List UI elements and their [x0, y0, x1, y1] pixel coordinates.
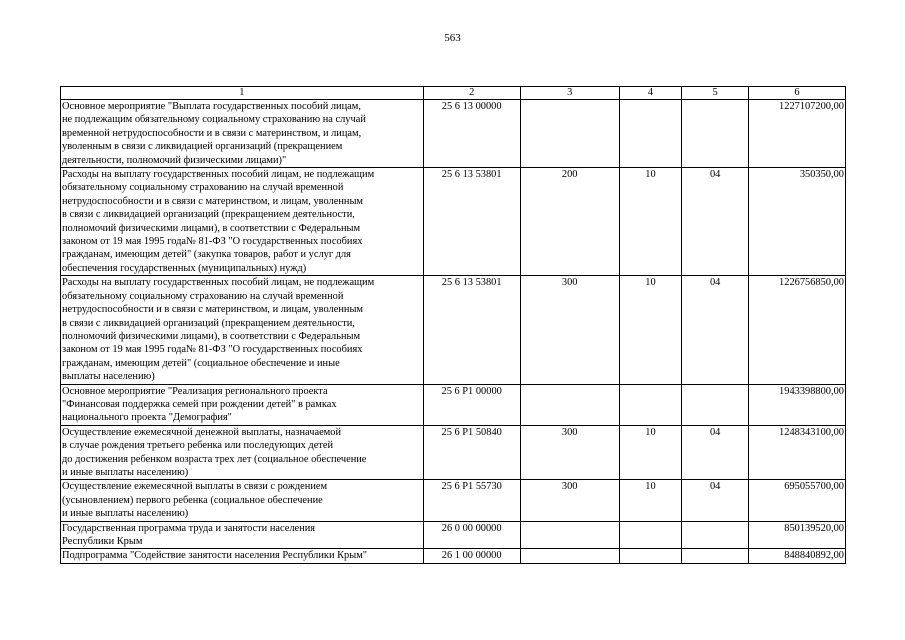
- row-section: 10: [619, 480, 682, 521]
- table-row: [61, 480, 846, 521]
- header-col-2: 2: [423, 87, 520, 100]
- row-subsection: [682, 549, 749, 563]
- table-row: [61, 549, 846, 563]
- row-name: Расходы на выплату государственных пособий лицам, не подлежащим обязательному социальному страхованию на случай временной нетрудоспособности и в связи с материнством, и лицам, уволенным в связи с ликвидацией организаций (прекращением деятельности, полномочий физическими лицами), в соответствии с Федеральным законом от 19 мая 1995 года№ 81-ФЗ "О государственных пособиях гражданам, имеющим детей" (социальное обеспечение и иные выплаты населению): [61, 276, 424, 384]
- row-target-code: 25 6 13 53801: [423, 168, 520, 276]
- row-target-code: 25 6 P1 55730: [423, 480, 520, 521]
- row-target-code: 26 0 00 00000: [423, 521, 520, 549]
- row-amount: 850139520,00: [748, 521, 845, 549]
- row-expense-type: 200: [520, 168, 619, 276]
- row-amount: 1943398800,00: [748, 384, 845, 425]
- row-amount: 848840892,00: [748, 549, 845, 563]
- row-expense-type: 300: [520, 276, 619, 384]
- row-name: Расходы на выплату государственных пособий лицам, не подлежащим обязательному социальному страхованию на случай временной нетрудоспособности и в связи с материнством, и лицам, уволенным в связи с ликвидацией организаций (прекращением деятельности, полномочий физическими лицами), в соответствии с Федеральным законом от 19 мая 1995 года№ 81-ФЗ "О государственных пособиях гражданам, имеющим детей" (закупка товаров, работ и услуг для обеспечения государственных (муниципальных) нужд): [61, 168, 424, 276]
- row-section: [619, 384, 682, 425]
- row-section: 10: [619, 168, 682, 276]
- page-number: 563: [444, 32, 461, 44]
- row-amount: 1226756850,00: [748, 276, 845, 384]
- row-subsection: [682, 100, 749, 168]
- table-row: [61, 425, 846, 480]
- row-name: Подпрограмма "Содействие занятости населения Республики Крым": [61, 549, 424, 563]
- row-section: 10: [619, 425, 682, 480]
- row-amount: 1248343100,00: [748, 425, 845, 480]
- header-col-1: 1: [61, 87, 424, 100]
- row-subsection: 04: [682, 425, 749, 480]
- table-row: [61, 384, 846, 425]
- row-target-code: 25 6 13 00000: [423, 100, 520, 168]
- row-expense-type: [520, 549, 619, 563]
- table-row: [61, 276, 846, 384]
- table-header-row: [61, 87, 846, 100]
- row-section: [619, 100, 682, 168]
- row-expense-type: 300: [520, 480, 619, 521]
- row-name: Основное мероприятие "Реализация регионального проекта "Финансовая поддержка семей при рождении детей" в рамках национального проекта "Демография": [61, 384, 424, 425]
- row-amount: 695055700,00: [748, 480, 845, 521]
- row-expense-type: [520, 384, 619, 425]
- header-col-6: 6: [748, 87, 845, 100]
- row-subsection: [682, 384, 749, 425]
- row-subsection: 04: [682, 168, 749, 276]
- row-section: 10: [619, 276, 682, 384]
- row-name: Осуществление ежемесячной выплаты в связи с рождением (усыновлением) первого ребенка (социальное обеспечение и иные выплаты населению): [61, 480, 424, 521]
- row-subsection: 04: [682, 480, 749, 521]
- row-section: [619, 521, 682, 549]
- row-amount: 350350,00: [748, 168, 845, 276]
- table-row: [61, 168, 846, 276]
- row-target-code: 25 6 P1 00000: [423, 384, 520, 425]
- header-col-4: 4: [619, 87, 682, 100]
- header-col-3: 3: [520, 87, 619, 100]
- row-section: [619, 549, 682, 563]
- row-expense-type: [520, 100, 619, 168]
- row-name: Основное мероприятие "Выплата государственных пособий лицам, не подлежащим обязательному социальному страхованию на случай временной нетрудоспособности и в связи с материнством, и лицам, уволенным в связи с ликвидацией организаций (прекращением деятельности, полномочий физическими лицами)": [61, 100, 424, 168]
- header-col-5: 5: [682, 87, 749, 100]
- row-name: Государственная программа труда и занятости населения Республики Крым: [61, 521, 424, 549]
- table-row: [61, 521, 846, 549]
- row-expense-type: 300: [520, 425, 619, 480]
- row-name: Осуществление ежемесячной денежной выплаты, назначаемой в случае рождения третьего ребенка или последующих детей до достижения ребенком возраста трех лет (социальное обеспечение и иные выплаты населению): [61, 425, 424, 480]
- table-row: [61, 100, 846, 168]
- budget-table: [60, 86, 846, 564]
- row-subsection: 04: [682, 276, 749, 384]
- row-amount: 1227107200,00: [748, 100, 845, 168]
- row-expense-type: [520, 521, 619, 549]
- row-subsection: [682, 521, 749, 549]
- row-target-code: 25 6 13 53801: [423, 276, 520, 384]
- row-target-code: 26 1 00 00000: [423, 549, 520, 563]
- row-target-code: 25 6 P1 50840: [423, 425, 520, 480]
